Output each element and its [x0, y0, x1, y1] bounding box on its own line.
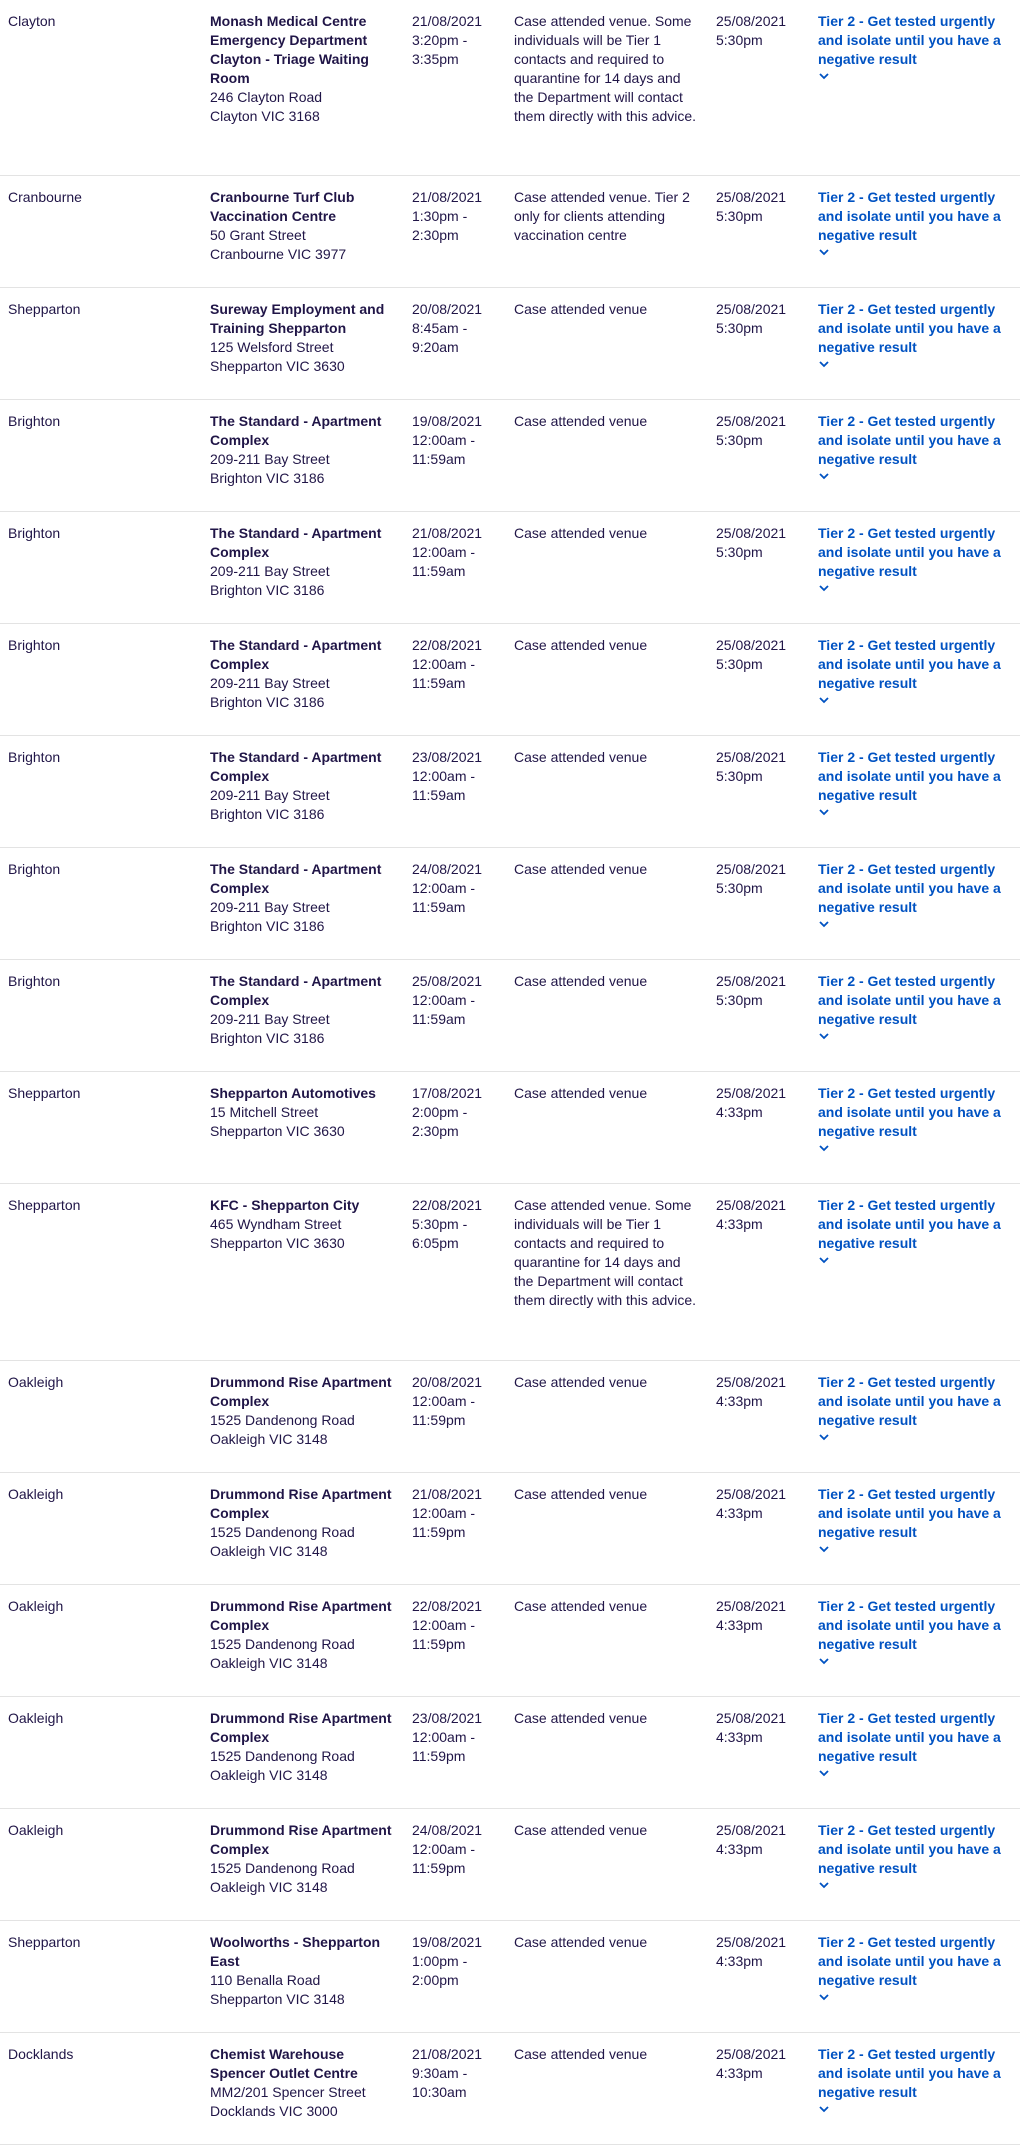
health-advice-cell	[818, 2045, 1018, 2114]
site-address-line2: Oakleigh VIC 3148	[210, 1431, 328, 1447]
chevron-down-icon[interactable]	[819, 695, 829, 705]
health-advice-link[interactable]: Tier 2 - Get tested urgently and isolate until you have a negative result	[818, 1085, 1001, 1139]
notes-cell: Case attended venue	[514, 1710, 648, 1726]
exposure-time-cell	[412, 300, 502, 357]
site-address-line2: Brighton VIC 3186	[210, 918, 325, 934]
chevron-down-icon[interactable]	[819, 247, 829, 257]
table-row	[0, 1809, 1020, 1921]
added-date: 25/08/2021	[716, 13, 787, 29]
site-name: The Standard - Apartment Complex	[210, 525, 382, 560]
chevron-down-icon[interactable]	[819, 1255, 829, 1265]
notes-cell: Case attended venue	[514, 637, 648, 653]
chevron-down-icon[interactable]	[819, 1768, 829, 1778]
health-advice-link[interactable]: Tier 2 - Get tested urgently and isolate until you have a negative result	[818, 1197, 1001, 1251]
site-name: Chemist Warehouse Spencer Outlet Centre	[210, 2046, 358, 2081]
added-time: 4:33pm	[716, 1841, 763, 1857]
site-address: 465 Wyndham Street	[210, 1216, 342, 1232]
added-date: 25/08/2021	[716, 973, 787, 989]
suburb-cell: Docklands	[8, 2046, 74, 2062]
added-date: 25/08/2021	[716, 301, 787, 317]
exposure-date: 21/08/2021	[412, 525, 483, 541]
health-advice-link[interactable]: Tier 2 - Get tested urgently and isolate until you have a negative result	[818, 973, 1001, 1027]
exposure-date: 23/08/2021	[412, 749, 483, 765]
exposure-time: 12:00am - 11:59pm	[412, 1617, 476, 1652]
exposure-time: 12:00am - 11:59am	[412, 992, 476, 1027]
site-address-line2: Oakleigh VIC 3148	[210, 1655, 328, 1671]
notes-cell: Case attended venue	[514, 1822, 648, 1838]
table-row	[0, 176, 1020, 288]
added-time: 4:33pm	[716, 2065, 763, 2081]
chevron-down-icon[interactable]	[819, 807, 829, 817]
added-time: 5:30pm	[716, 320, 763, 336]
table-row	[0, 1184, 1020, 1361]
site-address: 1525 Dandenong Road	[210, 1860, 355, 1876]
added-time-cell	[716, 12, 804, 50]
health-advice-cell	[818, 1933, 1018, 2002]
notes-cell: Case attended venue	[514, 861, 648, 877]
exposure-date: 22/08/2021	[412, 1197, 483, 1213]
site-address: 1525 Dandenong Road	[210, 1524, 355, 1540]
notes-cell: Case attended venue	[514, 301, 648, 317]
site-address-line2: Brighton VIC 3186	[210, 470, 325, 486]
table-row	[0, 1585, 1020, 1697]
health-advice-cell	[818, 300, 1018, 369]
site-address-line2: Brighton VIC 3186	[210, 806, 325, 822]
exposure-time: 12:00am - 11:59am	[412, 656, 476, 691]
chevron-down-icon[interactable]	[819, 1544, 829, 1554]
site-name: The Standard - Apartment Complex	[210, 973, 382, 1008]
table-row	[0, 1921, 1020, 2033]
site-address-line2: Oakleigh VIC 3148	[210, 1879, 328, 1895]
chevron-down-icon[interactable]	[819, 1656, 829, 1666]
notes-cell: Case attended venue	[514, 973, 648, 989]
site-name: KFC - Shepparton City	[210, 1197, 360, 1213]
site-name: Monash Medical Centre Emergency Department Clayton - Triage Waiting Room	[210, 13, 369, 86]
added-time: 5:30pm	[716, 768, 763, 784]
notes-cell: Case attended venue	[514, 1598, 648, 1614]
suburb-cell: Oakleigh	[8, 1598, 64, 1614]
suburb-cell: Shepparton	[8, 301, 81, 317]
added-date: 25/08/2021	[716, 1934, 787, 1950]
health-advice-link[interactable]: Tier 2 - Get tested urgently and isolate until you have a negative result	[818, 637, 1001, 691]
exposure-time-cell	[412, 2045, 502, 2102]
site-address: 246 Clayton Road	[210, 89, 323, 105]
added-time-cell	[716, 524, 804, 562]
table-row	[0, 1072, 1020, 1184]
added-time-cell	[716, 1485, 804, 1523]
added-date: 25/08/2021	[716, 1486, 787, 1502]
site-cell	[210, 1709, 402, 1785]
added-time: 4:33pm	[716, 1953, 763, 1969]
site-cell	[210, 636, 402, 712]
exposure-time: 3:20pm - 3:35pm	[412, 32, 468, 67]
table-row	[0, 288, 1020, 400]
exposure-date: 17/08/2021	[412, 1085, 483, 1101]
site-cell	[210, 1196, 402, 1253]
exposure-time: 9:30am - 10:30am	[412, 2065, 468, 2100]
site-cell	[210, 1821, 402, 1897]
exposure-time-cell	[412, 972, 502, 1029]
exposure-time: 12:00am - 11:59am	[412, 880, 476, 915]
table-row	[0, 1697, 1020, 1809]
added-time: 4:33pm	[716, 1216, 763, 1232]
site-cell	[210, 1597, 402, 1673]
notes-cell: Case attended venue	[514, 1934, 648, 1950]
table-row	[0, 2033, 1020, 2145]
exposure-time: 12:00am - 11:59pm	[412, 1505, 476, 1540]
suburb-cell: Cranbourne	[8, 189, 82, 205]
site-name: Cranbourne Turf Club Vaccination Centre	[210, 189, 355, 224]
added-date: 25/08/2021	[716, 189, 787, 205]
suburb-cell: Oakleigh	[8, 1374, 64, 1390]
added-date: 25/08/2021	[716, 525, 787, 541]
site-address-line2: Docklands VIC 3000	[210, 2103, 338, 2119]
added-date: 25/08/2021	[716, 749, 787, 765]
exposure-time-cell	[412, 1597, 502, 1654]
health-advice-link[interactable]: Tier 2 - Get tested urgently and isolate until you have a negative result	[818, 2046, 1001, 2100]
table-row	[0, 848, 1020, 960]
chevron-down-icon[interactable]	[819, 471, 829, 481]
suburb-cell: Shepparton	[8, 1197, 81, 1213]
table-row	[0, 1361, 1020, 1473]
exposure-time-cell	[412, 636, 502, 693]
site-name: The Standard - Apartment Complex	[210, 637, 382, 672]
site-address: 1525 Dandenong Road	[210, 1748, 355, 1764]
health-advice-link[interactable]: Tier 2 - Get tested urgently and isolate until you have a negative result	[818, 189, 1001, 243]
exposure-time: 12:00am - 11:59pm	[412, 1729, 476, 1764]
notes-cell: Case attended venue. Some individuals will be Tier 1 contacts and required to quarantine for 14 days and the Department will contact them directly with this advice.	[514, 13, 697, 124]
added-date: 25/08/2021	[716, 413, 787, 429]
exposure-time: 1:30pm - 2:30pm	[412, 208, 468, 243]
table-row	[0, 624, 1020, 736]
suburb-cell: Brighton	[8, 525, 61, 541]
exposure-date: 24/08/2021	[412, 1822, 483, 1838]
health-advice-cell	[818, 1709, 1018, 1778]
exposure-date: 22/08/2021	[412, 1598, 483, 1614]
exposure-date: 23/08/2021	[412, 1710, 483, 1726]
health-advice-link[interactable]: Tier 2 - Get tested urgently and isolate until you have a negative result	[818, 1710, 1001, 1764]
health-advice-link[interactable]: Tier 2 - Get tested urgently and isolate until you have a negative result	[818, 861, 1001, 915]
site-address: 209-211 Bay Street	[210, 563, 330, 579]
health-advice-cell	[818, 748, 1018, 817]
table-row	[0, 512, 1020, 624]
site-address: 209-211 Bay Street	[210, 787, 330, 803]
added-time-cell	[716, 1821, 804, 1859]
site-cell	[210, 748, 402, 824]
site-name: Drummond Rise Apartment Complex	[210, 1710, 392, 1745]
added-time: 4:33pm	[716, 1505, 763, 1521]
health-advice-cell	[818, 412, 1018, 481]
exposure-date: 21/08/2021	[412, 2046, 483, 2062]
suburb-cell: Brighton	[8, 749, 61, 765]
site-address-line2: Shepparton VIC 3148	[210, 1991, 345, 2007]
site-name: Drummond Rise Apartment Complex	[210, 1822, 392, 1857]
suburb-cell: Brighton	[8, 637, 61, 653]
exposure-date: 25/08/2021	[412, 973, 483, 989]
added-time: 5:30pm	[716, 32, 763, 48]
health-advice-cell	[818, 1196, 1018, 1265]
added-date: 25/08/2021	[716, 861, 787, 877]
added-date: 25/08/2021	[716, 637, 787, 653]
health-advice-cell	[818, 972, 1018, 1041]
health-advice-link[interactable]: Tier 2 - Get tested urgently and isolate until you have a negative result	[818, 13, 1001, 67]
site-name: Shepparton Automotives	[210, 1085, 376, 1101]
site-cell	[210, 300, 402, 376]
exposure-time-cell	[412, 188, 502, 245]
added-time-cell	[716, 748, 804, 786]
added-date: 25/08/2021	[716, 2046, 787, 2062]
added-time-cell	[716, 412, 804, 450]
chevron-down-icon[interactable]	[819, 1880, 829, 1890]
added-time: 5:30pm	[716, 208, 763, 224]
exposure-time-cell	[412, 12, 502, 69]
added-date: 25/08/2021	[716, 1085, 787, 1101]
site-address-line2: Cranbourne VIC 3977	[210, 246, 347, 262]
chevron-down-icon[interactable]	[819, 919, 829, 929]
exposure-time-cell	[412, 1709, 502, 1766]
notes-cell: Case attended venue	[514, 2046, 648, 2062]
table-row	[0, 960, 1020, 1072]
health-advice-cell	[818, 636, 1018, 705]
site-name: Drummond Rise Apartment Complex	[210, 1486, 392, 1521]
added-time: 5:30pm	[716, 544, 763, 560]
site-name: Drummond Rise Apartment Complex	[210, 1374, 392, 1409]
added-time-cell	[716, 1373, 804, 1411]
site-address: 209-211 Bay Street	[210, 1011, 330, 1027]
notes-cell: Case attended venue	[514, 1085, 648, 1101]
health-advice-cell	[818, 1485, 1018, 1554]
suburb-cell: Oakleigh	[8, 1822, 64, 1838]
exposure-time: 2:00pm - 2:30pm	[412, 1104, 468, 1139]
site-name: Drummond Rise Apartment Complex	[210, 1598, 392, 1633]
site-cell	[210, 1485, 402, 1561]
exposure-date: 20/08/2021	[412, 1374, 483, 1390]
site-address: 209-211 Bay Street	[210, 899, 330, 915]
site-address: 1525 Dandenong Road	[210, 1412, 355, 1428]
suburb-cell: Brighton	[8, 861, 61, 877]
exposure-time-cell	[412, 1373, 502, 1430]
exposure-time: 12:00am - 11:59pm	[412, 1841, 476, 1876]
health-advice-cell	[818, 1821, 1018, 1890]
notes-cell: Case attended venue. Some individuals will be Tier 1 contacts and required to quarantine for 14 days and the Department will contact them directly with this advice.	[514, 1197, 697, 1308]
added-time-cell	[716, 1933, 804, 1971]
exposure-time: 12:00am - 11:59am	[412, 768, 476, 803]
exposure-time: 12:00am - 11:59am	[412, 544, 476, 579]
site-address-line2: Oakleigh VIC 3148	[210, 1767, 328, 1783]
notes-cell: Case attended venue	[514, 749, 648, 765]
exposure-time-cell	[412, 412, 502, 469]
site-address-line2: Brighton VIC 3186	[210, 1030, 325, 1046]
suburb-cell: Brighton	[8, 973, 61, 989]
suburb-cell: Oakleigh	[8, 1486, 64, 1502]
site-address-line2: Brighton VIC 3186	[210, 694, 325, 710]
health-advice-cell	[818, 1084, 1018, 1153]
health-advice-link[interactable]: Tier 2 - Get tested urgently and isolate until you have a negative result	[818, 1486, 1001, 1540]
added-date: 25/08/2021	[716, 1197, 787, 1213]
site-address: 50 Grant Street	[210, 227, 306, 243]
notes-cell: Case attended venue	[514, 1486, 648, 1502]
health-advice-cell	[818, 1373, 1018, 1442]
site-address: 1525 Dandenong Road	[210, 1636, 355, 1652]
added-time: 4:33pm	[716, 1617, 763, 1633]
exposure-time: 5:30pm - 6:05pm	[412, 1216, 468, 1251]
suburb-cell: Brighton	[8, 413, 61, 429]
health-advice-link[interactable]: Tier 2 - Get tested urgently and isolate until you have a negative result	[818, 525, 1001, 579]
added-time: 5:30pm	[716, 992, 763, 1008]
added-date: 25/08/2021	[716, 1710, 787, 1726]
suburb-cell: Shepparton	[8, 1085, 81, 1101]
added-date: 25/08/2021	[716, 1374, 787, 1390]
added-time: 4:33pm	[716, 1104, 763, 1120]
exposure-time-cell	[412, 524, 502, 581]
suburb-cell: Clayton	[8, 13, 56, 29]
site-name: Sureway Employment and Training Shepparton	[210, 301, 385, 336]
suburb-cell: Shepparton	[8, 1934, 81, 1950]
health-advice-link[interactable]: Tier 2 - Get tested urgently and isolate until you have a negative result	[818, 1934, 1001, 1988]
site-address: 209-211 Bay Street	[210, 451, 330, 467]
site-cell	[210, 860, 402, 936]
site-address: 125 Welsford Street	[210, 339, 334, 355]
added-time-cell	[716, 1709, 804, 1747]
health-advice-link[interactable]: Tier 2 - Get tested urgently and isolate until you have a negative result	[818, 749, 1001, 803]
exposure-time: 1:00pm - 2:00pm	[412, 1953, 468, 1988]
health-advice-link[interactable]: Tier 2 - Get tested urgently and isolate until you have a negative result	[818, 1374, 1001, 1428]
site-cell	[210, 972, 402, 1048]
site-cell	[210, 188, 402, 264]
site-address: 110 Benalla Road	[210, 1972, 321, 1988]
added-time-cell	[716, 636, 804, 674]
chevron-down-icon[interactable]	[819, 1031, 829, 1041]
site-name: Woolworths - Shepparton East	[210, 1934, 381, 1969]
added-time-cell	[716, 188, 804, 226]
site-address-line2: Shepparton VIC 3630	[210, 1235, 345, 1251]
exposure-time-cell	[412, 1084, 502, 1141]
added-date: 25/08/2021	[716, 1598, 787, 1614]
health-advice-link[interactable]: Tier 2 - Get tested urgently and isolate until you have a negative result	[818, 1598, 1001, 1652]
exposure-date: 19/08/2021	[412, 1934, 483, 1950]
site-address: 15 Mitchell Street	[210, 1104, 319, 1120]
added-date: 25/08/2021	[716, 1822, 787, 1838]
exposure-time-cell	[412, 748, 502, 805]
chevron-down-icon[interactable]	[819, 1143, 829, 1153]
added-time: 5:30pm	[716, 880, 763, 896]
exposure-date: 21/08/2021	[412, 1486, 483, 1502]
exposure-date: 21/08/2021	[412, 13, 483, 29]
site-address-line2: Shepparton VIC 3630	[210, 1123, 345, 1139]
site-address-line2: Brighton VIC 3186	[210, 582, 325, 598]
added-time-cell	[716, 1084, 804, 1122]
site-cell	[210, 412, 402, 488]
added-time: 4:33pm	[716, 1729, 763, 1745]
table-row	[0, 1473, 1020, 1585]
added-time-cell	[716, 860, 804, 898]
notes-cell: Case attended venue	[514, 1374, 648, 1390]
chevron-down-icon[interactable]	[819, 1992, 829, 2002]
chevron-down-icon[interactable]	[819, 2104, 829, 2114]
exposure-date: 24/08/2021	[412, 861, 483, 877]
exposure-time: 12:00am - 11:59am	[412, 432, 476, 467]
exposure-date: 20/08/2021	[412, 301, 483, 317]
site-cell	[210, 1933, 402, 2009]
added-time: 4:33pm	[716, 1393, 763, 1409]
exposure-date: 22/08/2021	[412, 637, 483, 653]
exposure-time-cell	[412, 1196, 502, 1253]
health-advice-cell	[818, 12, 1018, 81]
added-time: 5:30pm	[716, 432, 763, 448]
exposure-date: 21/08/2021	[412, 189, 483, 205]
health-advice-cell	[818, 1597, 1018, 1666]
notes-cell: Case attended venue. Tier 2 only for clients attending vaccination centre	[514, 189, 690, 243]
chevron-down-icon[interactable]	[819, 1432, 829, 1442]
site-address: MM2/201 Spencer Street	[210, 2084, 366, 2100]
notes-cell: Case attended venue	[514, 413, 648, 429]
site-address-line2: Oakleigh VIC 3148	[210, 1543, 328, 1559]
chevron-down-icon[interactable]	[819, 583, 829, 593]
exposure-date: 19/08/2021	[412, 413, 483, 429]
added-time: 5:30pm	[716, 656, 763, 672]
exposure-time-cell	[412, 1933, 502, 1990]
health-advice-link[interactable]: Tier 2 - Get tested urgently and isolate until you have a negative result	[818, 1822, 1001, 1876]
added-time-cell	[716, 2045, 804, 2083]
health-advice-link[interactable]: Tier 2 - Get tested urgently and isolate until you have a negative result	[818, 301, 1001, 355]
site-cell	[210, 524, 402, 600]
site-address: 209-211 Bay Street	[210, 675, 330, 691]
exposure-time: 8:45am - 9:20am	[412, 320, 468, 355]
exposure-time: 12:00am - 11:59pm	[412, 1393, 476, 1428]
added-time-cell	[716, 1597, 804, 1635]
health-advice-cell	[818, 524, 1018, 593]
health-advice-cell	[818, 188, 1018, 257]
health-advice-link[interactable]: Tier 2 - Get tested urgently and isolate until you have a negative result	[818, 413, 1001, 467]
health-advice-cell	[818, 860, 1018, 929]
table-row	[0, 0, 1020, 176]
site-cell	[210, 12, 402, 126]
site-cell	[210, 1084, 402, 1141]
table-row	[0, 736, 1020, 848]
added-time-cell	[716, 300, 804, 338]
added-time-cell	[716, 972, 804, 1010]
exposure-time-cell	[412, 1821, 502, 1878]
exposure-time-cell	[412, 1485, 502, 1542]
site-address-line2: Shepparton VIC 3630	[210, 358, 345, 374]
site-name: The Standard - Apartment Complex	[210, 413, 382, 448]
site-cell	[210, 1373, 402, 1449]
suburb-cell: Oakleigh	[8, 1710, 64, 1726]
notes-cell: Case attended venue	[514, 525, 648, 541]
site-name: The Standard - Apartment Complex	[210, 861, 382, 896]
exposure-time-cell	[412, 860, 502, 917]
added-time-cell	[716, 1196, 804, 1234]
site-cell	[210, 2045, 402, 2121]
site-name: The Standard - Apartment Complex	[210, 749, 382, 784]
table-row	[0, 400, 1020, 512]
chevron-down-icon[interactable]	[819, 359, 829, 369]
site-address-line2: Clayton VIC 3168	[210, 108, 320, 124]
chevron-down-icon[interactable]	[819, 71, 829, 81]
